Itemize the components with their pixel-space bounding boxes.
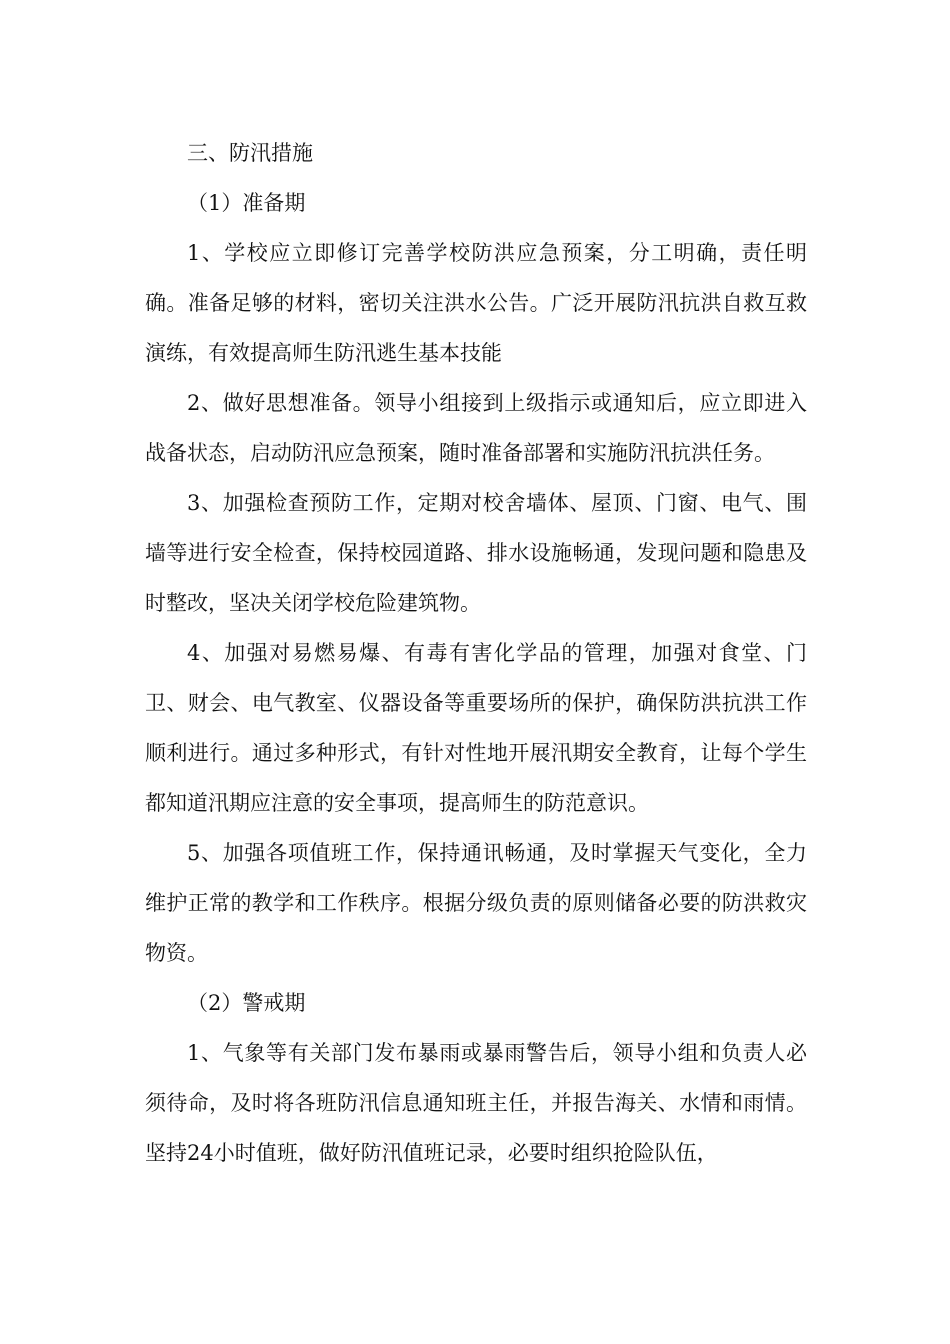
paragraph: 1、学校应立即修订完善学校防洪应急预案，分工明确，责任明确。准备足够的材料，密切关注洪水公告。广泛开展防汛抗洪自救互救演练，有效提高师生防汛逃生基本技能: [145, 241, 807, 365]
section-title: 三、防汛措施: [187, 141, 313, 165]
document-body: [145, 128, 807, 1178]
paragraph: 3、加强检查预防工作，定期对校舍墙体、屋顶、门窗、电气、围墙等进行安全检查，保持校园道路、排水设施畅通，发现问题和隐患及时整改，坚决关闭学校危险建筑物。: [145, 491, 807, 615]
subsection-title-preparation: （1）准备期: [187, 191, 306, 215]
paragraph: 4、加强对易燃易爆、有毒有害化学品的管理，加强对食堂、门卫、财会、电气教室、仪器设备等重要场所的保护，确保防洪抗洪工作顺利进行。通过多种形式，有针对性地开展汛期安全教育，让每个学生都知道汛期应注意的安全事项，提高师生的防范意识。: [145, 641, 807, 815]
paragraph: 5、加强各项值班工作，保持通讯畅通，及时掌握天气变化，全力维护正常的教学和工作秩序。根据分级负责的原则储备必要的防洪救灾物资。: [145, 841, 807, 965]
paragraph: 1、气象等有关部门发布暴雨或暴雨警告后，领导小组和负责人必须待命，及时将各班防汛信息通知班主任，并报告海关、水情和雨情。坚持24小时值班，做好防汛值班记录，必要时组织抢险队伍，: [145, 1041, 807, 1165]
subsection-title-alert: （2）警戒期: [187, 991, 306, 1015]
paragraph: 2、做好思想准备。领导小组接到上级指示或通知后，应立即进入战备状态，启动防汛应急预案，随时准备部署和实施防汛抗洪任务。: [145, 391, 807, 465]
